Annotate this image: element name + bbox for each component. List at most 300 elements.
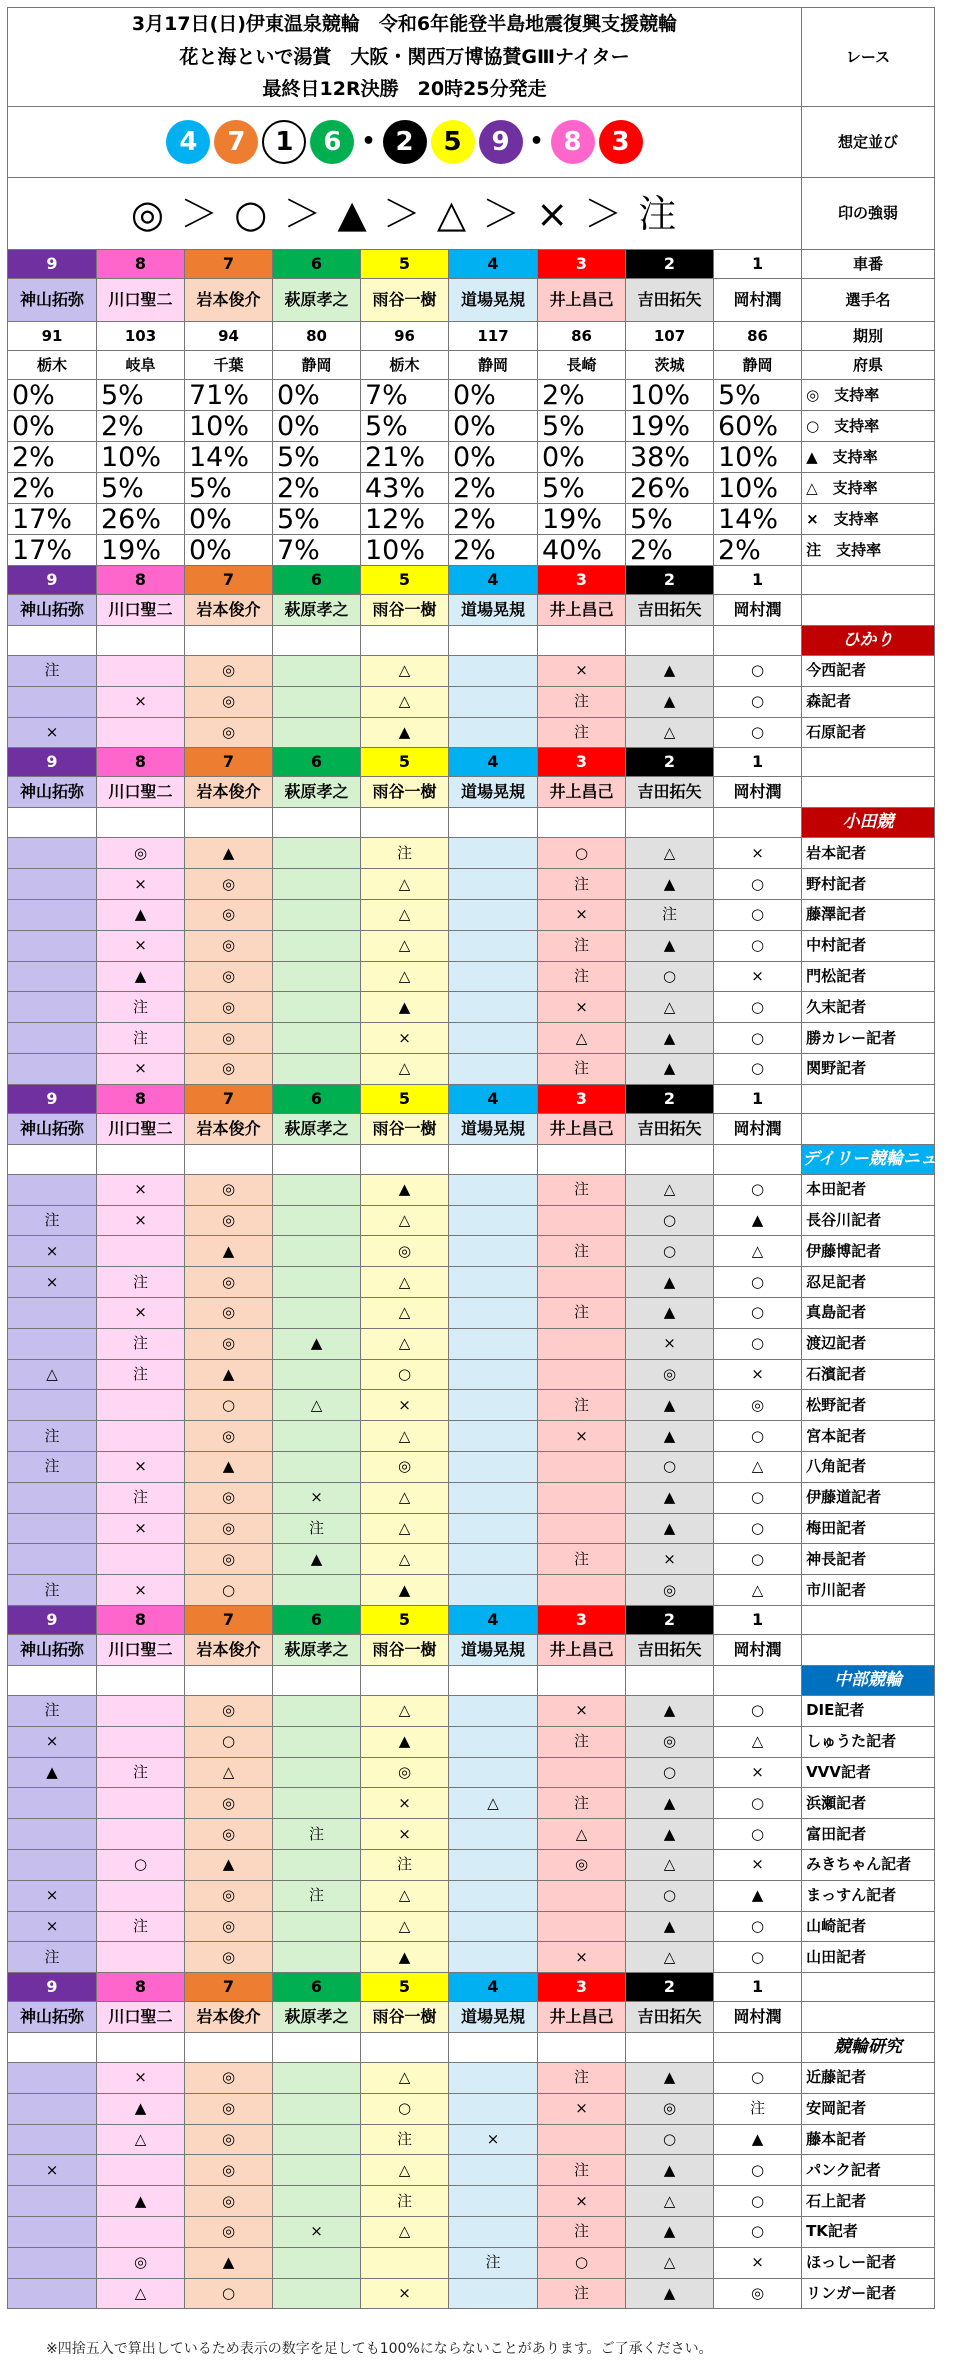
rider-name: 岩本俊介: [185, 279, 273, 322]
prediction-mark: △: [361, 1297, 449, 1328]
prediction-mark: 注: [538, 2155, 626, 2186]
car-number: 5: [361, 1605, 449, 1634]
prediction-mark: 注: [97, 1359, 185, 1390]
car-number: 7: [185, 250, 273, 279]
prediction-mark: ▲: [714, 1205, 802, 1236]
prediction-mark: [8, 1390, 97, 1421]
prediction-mark: 注: [538, 961, 626, 992]
prediction-mark: ○: [714, 1174, 802, 1205]
blank-cell: [538, 2033, 626, 2063]
rider-gen: 86: [538, 322, 626, 351]
car-number: 1: [714, 250, 802, 279]
prediction-mark: ▲: [97, 899, 185, 930]
prediction-mark: [538, 1911, 626, 1942]
reporter-name: 岩本記者: [802, 838, 935, 869]
prediction-mark: ◎: [185, 1205, 273, 1236]
prediction-mark: [8, 1788, 97, 1819]
prediction-mark: ◎: [185, 1513, 273, 1544]
prediction-mark: [97, 1880, 185, 1911]
prediction-mark: ○: [714, 930, 802, 961]
prediction-mark: [273, 1726, 361, 1757]
prediction-mark: 注: [8, 1942, 97, 1973]
prediction-mark: [8, 961, 97, 992]
car-number: 4: [449, 1973, 538, 2002]
car-number-row: [8, 250, 935, 279]
prediction-mark: ▲: [185, 1359, 273, 1390]
prediction-mark: ◎: [185, 869, 273, 900]
prediction-mark: △: [361, 1544, 449, 1575]
prediction-mark: ×: [97, 1513, 185, 1544]
reporter-name: 森記者: [802, 686, 935, 717]
support-value: 2%: [449, 504, 538, 535]
prediction-mark: ×: [538, 992, 626, 1023]
support-value: 19%: [97, 535, 185, 566]
reporter-row: [8, 2155, 935, 2186]
reporter-name: 忍足記者: [802, 1267, 935, 1298]
header-row-1: [8, 8, 935, 41]
reporter-name: 神長記者: [802, 1544, 935, 1575]
lineup-ball: 8: [551, 120, 595, 164]
prediction-mark: ○: [714, 1695, 802, 1726]
blank-cell: [8, 626, 97, 656]
support-value: 5%: [273, 442, 361, 473]
prediction-mark: [8, 2217, 97, 2248]
prediction-mark: [449, 1174, 538, 1205]
prediction-mark: 注: [449, 2247, 538, 2278]
prediction-mark: [449, 656, 538, 687]
blank-cell: [449, 808, 538, 838]
prediction-mark: ▲: [626, 2278, 714, 2309]
reporter-name: 宮本記者: [802, 1421, 935, 1452]
prediction-mark: 注: [97, 1482, 185, 1513]
prediction-mark: 注: [538, 1236, 626, 1267]
car-number: 7: [185, 1084, 273, 1113]
prediction-mark: △: [714, 1236, 802, 1267]
prediction-mark: △: [97, 2278, 185, 2309]
prediction-mark: [8, 930, 97, 961]
prediction-mark: ×: [714, 1757, 802, 1788]
blank-cell: [8, 1144, 97, 1174]
prediction-mark: ▲: [97, 961, 185, 992]
prediction-mark: 注: [361, 2186, 449, 2217]
prediction-mark: ○: [714, 1482, 802, 1513]
blank-cell: [273, 2033, 361, 2063]
prediction-mark: [273, 1297, 361, 1328]
prediction-mark: 注: [538, 717, 626, 748]
support-value: 10%: [361, 535, 449, 566]
prediction-mark: [8, 1053, 97, 1084]
reporter-row: [8, 1942, 935, 1973]
prediction-mark: [449, 686, 538, 717]
prediction-mark: [273, 1788, 361, 1819]
rider-name: 雨谷一樹: [361, 2002, 449, 2033]
reporter-row: [8, 1451, 935, 1482]
blank-cell: [802, 1973, 935, 2002]
prediction-mark: ×: [361, 2278, 449, 2309]
rider-name: 萩原孝之: [273, 1634, 361, 1665]
rider-pref: 茨城: [626, 351, 714, 380]
prediction-mark: ○: [714, 1053, 802, 1084]
reporter-row: [8, 838, 935, 869]
prediction-mark: [8, 1513, 97, 1544]
prediction-mark: ▲: [361, 1575, 449, 1606]
reporter-name: 近藤記者: [802, 2063, 935, 2094]
rider-pref: 静岡: [273, 351, 361, 380]
rider-name: 道場晃規: [449, 1634, 538, 1665]
support-value: 2%: [97, 411, 185, 442]
lineup-separator: •: [361, 129, 376, 154]
prediction-mark: [449, 1575, 538, 1606]
group-car-row: [8, 748, 935, 777]
prediction-mark: [97, 656, 185, 687]
support-value: 10%: [185, 411, 273, 442]
prediction-mark: [449, 717, 538, 748]
prediction-mark: ×: [538, 2093, 626, 2124]
blank-cell: [626, 2033, 714, 2063]
support-value: 5%: [97, 380, 185, 411]
prediction-mark: ○: [714, 656, 802, 687]
prediction-mark: [273, 2155, 361, 2186]
prediction-mark: ◎: [185, 1544, 273, 1575]
media-logo: デイリー競輪ニュース: [802, 1144, 935, 1174]
blank-cell: [97, 1665, 185, 1695]
reporter-name: 久末記者: [802, 992, 935, 1023]
prediction-mark: [449, 1911, 538, 1942]
prediction-mark: 注: [538, 1726, 626, 1757]
reporter-name: DIE記者: [802, 1695, 935, 1726]
gen-row: [8, 322, 935, 351]
rider-name: 雨谷一樹: [361, 1113, 449, 1144]
prediction-mark: ○: [626, 2124, 714, 2155]
prediction-mark: [97, 1788, 185, 1819]
support-value: 5%: [97, 473, 185, 504]
prediction-mark: [449, 1236, 538, 1267]
prediction-mark: [8, 1544, 97, 1575]
rider-name: 雨谷一樹: [361, 1634, 449, 1665]
group-name-row: [8, 1634, 935, 1665]
reporter-row: [8, 961, 935, 992]
prediction-mark: [449, 1695, 538, 1726]
blank-cell: [626, 1144, 714, 1174]
support-row: [8, 380, 935, 411]
support-row: [8, 473, 935, 504]
support-value: 10%: [714, 473, 802, 504]
car-number: 3: [538, 1973, 626, 2002]
car-number: 2: [626, 566, 714, 595]
reporter-name: 長谷川記者: [802, 1205, 935, 1236]
prediction-mark: [8, 899, 97, 930]
prediction-mark: [8, 686, 97, 717]
prediction-mark: △: [626, 2186, 714, 2217]
prediction-mark: [273, 1451, 361, 1482]
prediction-mark: ▲: [626, 930, 714, 961]
race-label: レース: [802, 8, 935, 107]
blank-cell: [538, 1144, 626, 1174]
support-value: 12%: [361, 504, 449, 535]
prediction-mark: [449, 961, 538, 992]
reporter-row: [8, 992, 935, 1023]
support-value: 0%: [449, 380, 538, 411]
prediction-mark: ×: [97, 1451, 185, 1482]
reporter-row: [8, 1359, 935, 1390]
prediction-mark: [273, 1236, 361, 1267]
support-value: 0%: [538, 442, 626, 473]
prediction-mark: ◎: [185, 2186, 273, 2217]
prediction-mark: ▲: [626, 1297, 714, 1328]
support-label: ▲ 支持率: [802, 442, 935, 473]
prediction-mark: [273, 2247, 361, 2278]
prediction-mark: ◎: [185, 1819, 273, 1850]
prediction-mark: ×: [538, 2186, 626, 2217]
group-name-row: [8, 1113, 935, 1144]
reporter-row: [8, 1849, 935, 1880]
support-value: 26%: [97, 504, 185, 535]
reporter-name: 本田記者: [802, 1174, 935, 1205]
reporter-name: 八角記者: [802, 1451, 935, 1482]
prediction-mark: ×: [538, 1942, 626, 1973]
prediction-mark: ◎: [97, 2247, 185, 2278]
prediction-mark: ▲: [626, 2155, 714, 2186]
lineup-row: [8, 107, 935, 178]
lineup-balls: [8, 107, 802, 178]
blank-cell: [449, 1144, 538, 1174]
reporter-row: [8, 717, 935, 748]
group-name-row: [8, 2002, 935, 2033]
car-number: 9: [8, 1084, 97, 1113]
prediction-mark: [449, 838, 538, 869]
prediction-mark: [449, 1482, 538, 1513]
reporter-row: [8, 2278, 935, 2309]
prediction-mark: [538, 1359, 626, 1390]
media-logo: 小田競: [802, 808, 935, 838]
prediction-mark: [538, 1451, 626, 1482]
prediction-mark: [273, 1023, 361, 1054]
prediction-mark: ◎: [185, 1053, 273, 1084]
prediction-mark: ▲: [97, 2093, 185, 2124]
rider-gen: 96: [361, 322, 449, 351]
prediction-mark: △: [626, 1174, 714, 1205]
prediction-mark: [449, 2093, 538, 2124]
prediction-mark: 注: [538, 1788, 626, 1819]
prediction-mark: ×: [8, 1911, 97, 1942]
prediction-mark: ◎: [185, 1942, 273, 1973]
prediction-mark: 注: [361, 2124, 449, 2155]
prediction-mark: [449, 1544, 538, 1575]
prediction-mark: [8, 1297, 97, 1328]
support-value: 0%: [273, 380, 361, 411]
name-label: 選手名: [802, 279, 935, 322]
group-logo-row: [8, 626, 935, 656]
prediction-mark: ◎: [185, 1911, 273, 1942]
prediction-mark: ▲: [626, 1421, 714, 1452]
reporter-row: [8, 1053, 935, 1084]
prediction-mark: [8, 1328, 97, 1359]
prediction-mark: ×: [97, 1297, 185, 1328]
reporter-name: 伊藤博記者: [802, 1236, 935, 1267]
reporter-row: [8, 1513, 935, 1544]
prediction-mark: △: [185, 1757, 273, 1788]
group-name-row: [8, 595, 935, 626]
prediction-mark: [273, 1911, 361, 1942]
prediction-mark: ▲: [273, 1328, 361, 1359]
reporter-name: 真島記者: [802, 1297, 935, 1328]
blank-cell: [802, 566, 935, 595]
rider-name: 雨谷一樹: [361, 595, 449, 626]
prediction-mark: ×: [361, 1819, 449, 1850]
support-value: 10%: [714, 442, 802, 473]
car-number: 8: [97, 1973, 185, 2002]
blank-cell: [361, 1144, 449, 1174]
reporter-row: [8, 1482, 935, 1513]
reporter-name: 今西記者: [802, 656, 935, 687]
prediction-mark: [449, 992, 538, 1023]
prediction-mark: ◎: [185, 686, 273, 717]
reporter-row: [8, 2124, 935, 2155]
prediction-mark: ▲: [626, 1513, 714, 1544]
prediction-mark: ×: [714, 838, 802, 869]
reporter-row: [8, 1205, 935, 1236]
prediction-mark: ○: [185, 1390, 273, 1421]
rider-gen: 80: [273, 322, 361, 351]
prediction-mark: △: [361, 1421, 449, 1452]
prediction-mark: 注: [8, 1451, 97, 1482]
prediction-mark: [8, 2186, 97, 2217]
prediction-mark: [538, 2124, 626, 2155]
prediction-mark: ◎: [185, 2155, 273, 2186]
car-number: 9: [8, 250, 97, 279]
prediction-mark: ◎: [185, 899, 273, 930]
prediction-mark: ▲: [626, 1053, 714, 1084]
reporter-row: [8, 1023, 935, 1054]
prediction-mark: 注: [361, 1849, 449, 1880]
blank-cell: [538, 626, 626, 656]
prediction-mark: [8, 2278, 97, 2309]
reporter-row: [8, 2063, 935, 2094]
car-number: 6: [273, 748, 361, 777]
prediction-mark: ▲: [714, 2124, 802, 2155]
rider-gen: 86: [714, 322, 802, 351]
rider-name: 道場晃規: [449, 1113, 538, 1144]
prediction-mark: ▲: [626, 2063, 714, 2094]
prediction-mark: [273, 2063, 361, 2094]
header-row-3: [8, 74, 935, 107]
lineup-ball: 4: [166, 120, 210, 164]
prediction-mark: [538, 1328, 626, 1359]
prediction-mark: [361, 2247, 449, 2278]
prediction-mark: △: [626, 1849, 714, 1880]
reporter-row: [8, 656, 935, 687]
prediction-mark: ○: [626, 961, 714, 992]
blank-cell: [714, 808, 802, 838]
support-value: 5%: [714, 380, 802, 411]
prediction-mark: △: [97, 2124, 185, 2155]
reporter-name: 梅田記者: [802, 1513, 935, 1544]
car-number: 8: [97, 748, 185, 777]
prediction-mark: ◎: [185, 1267, 273, 1298]
prediction-mark: ○: [714, 2186, 802, 2217]
support-value: 7%: [273, 535, 361, 566]
prediction-mark: [449, 869, 538, 900]
prediction-mark: 注: [538, 1297, 626, 1328]
rider-name: 岡村潤: [714, 2002, 802, 2033]
support-value: 71%: [185, 380, 273, 411]
prediction-mark: ○: [714, 1788, 802, 1819]
blank-cell: [273, 1665, 361, 1695]
support-value: 5%: [273, 504, 361, 535]
support-value: 2%: [273, 473, 361, 504]
rider-name: 川口聖二: [97, 1113, 185, 1144]
car-number: 6: [273, 1605, 361, 1634]
blank-cell: [361, 2033, 449, 2063]
prediction-mark: △: [361, 1513, 449, 1544]
blank-cell: [802, 1605, 935, 1634]
car-number: 5: [361, 250, 449, 279]
prediction-mark: [449, 1726, 538, 1757]
prediction-mark: ◎: [626, 2093, 714, 2124]
lineup-ball: 3: [599, 120, 643, 164]
header-row-2: [8, 41, 935, 74]
blank-cell: [97, 2033, 185, 2063]
blank-cell: [361, 626, 449, 656]
prediction-mark: [8, 869, 97, 900]
car-number: 5: [361, 1973, 449, 2002]
prediction-mark: △: [361, 869, 449, 900]
reporter-name: まっすん記者: [802, 1880, 935, 1911]
group-car-row: [8, 1973, 935, 2002]
prediction-mark: △: [8, 1359, 97, 1390]
prediction-mark: 注: [538, 1544, 626, 1575]
prediction-mark: [8, 1849, 97, 1880]
car-number: 1: [714, 566, 802, 595]
rider-name: 井上昌己: [538, 1634, 626, 1665]
support-row: [8, 411, 935, 442]
rider-name: 岡村潤: [714, 279, 802, 322]
car-number: 2: [626, 1605, 714, 1634]
prediction-mark: [97, 1544, 185, 1575]
rider-name: 井上昌己: [538, 279, 626, 322]
blank-cell: [8, 808, 97, 838]
blank-cell: [802, 777, 935, 808]
prediction-mark: ▲: [185, 2247, 273, 2278]
prediction-mark: [538, 1482, 626, 1513]
reporter-row: [8, 1421, 935, 1452]
support-value: 2%: [714, 535, 802, 566]
reporter-row: [8, 2217, 935, 2248]
prediction-mark: ×: [714, 1849, 802, 1880]
prediction-mark: [538, 1267, 626, 1298]
prediction-mark: ×: [273, 1482, 361, 1513]
prediction-mark: ○: [185, 1575, 273, 1606]
support-value: 0%: [449, 411, 538, 442]
prediction-mark: [273, 1174, 361, 1205]
car-number: 1: [714, 1605, 802, 1634]
prediction-mark: 注: [538, 1174, 626, 1205]
prediction-mark: [538, 1575, 626, 1606]
support-value: 10%: [97, 442, 185, 473]
prediction-mark: △: [714, 1451, 802, 1482]
prediction-mark: △: [361, 1911, 449, 1942]
reporter-name: 浜瀬記者: [802, 1788, 935, 1819]
blank-cell: [626, 808, 714, 838]
reporter-row: [8, 1788, 935, 1819]
prediction-mark: [449, 1053, 538, 1084]
reporter-row: [8, 1544, 935, 1575]
footnote: ※四捨五入で算出しているため表示の数字を足しても100%にならないことがあります。ご了承ください。: [46, 2341, 713, 2357]
reporter-name: リンガー記者: [802, 2278, 935, 2309]
prediction-mark: ×: [8, 1726, 97, 1757]
prediction-mark: 注: [538, 930, 626, 961]
reporter-row: [8, 1819, 935, 1850]
